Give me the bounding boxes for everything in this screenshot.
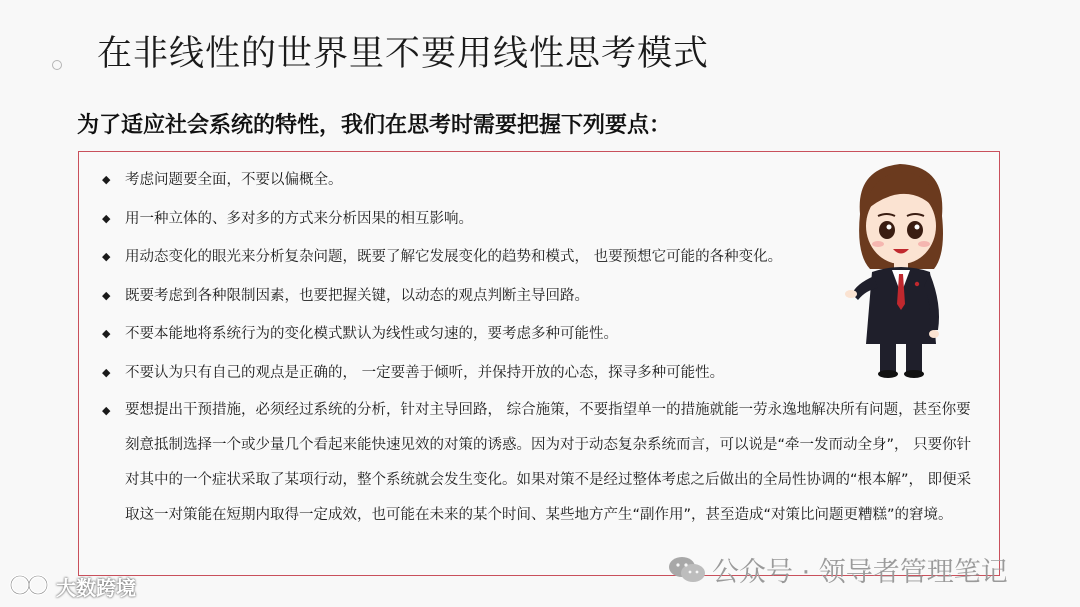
title-dot-decoration <box>52 60 62 70</box>
diamond-bullet-icon: ◆ <box>102 327 111 340</box>
brand-logo-icon <box>8 571 52 601</box>
brand-text: 大数跨境 <box>56 575 136 600</box>
key-point-text: 要想提出干预措施，必须经过系统的分析，针对主导回路， 综合施策，不要指望单一的措施就能一劳永逸地解决所有问题，甚至你要刻意抵制选择一个或少量几个看起来能快速见效的对策的诱惑。因为对于动态复杂系统而言，可以说是“牵一发而动全身”， 只要你针对其中的一个症状采取了某项行动，整个系统就会发生变化。如果对策不是经过整体考虑之后做出的全局性协调的“根本解”， 即便采取这一对策能在短期内取得一定成效，也可能在未来的某个时间、某些地方产生“副作用”，甚至造成“对策比问题更糟糕”的窘境。 <box>125 402 972 523</box>
wechat-watermark <box>668 550 1008 589</box>
diamond-bullet-icon: ◆ <box>102 173 111 186</box>
diamond-bullet-icon: ◆ <box>102 404 111 417</box>
key-point-text: 不要本能地将系统行为的变化模式默认为线性或匀速的，要考虑多种可能性。 <box>125 326 618 342</box>
key-point-text: 用一种立体的、多对多的方式来分析因果的相互影响。 <box>125 210 473 227</box>
key-point-7 <box>99 393 983 533</box>
brand-watermark <box>8 571 136 601</box>
diamond-bullet-icon: ◆ <box>102 288 111 302</box>
wechat-icon <box>668 555 706 585</box>
slide-subtitle: 为了适应社会系统的特性，我们在思考时需要把握下列要点： <box>77 113 672 138</box>
diamond-bullet-icon: ◆ <box>102 211 111 225</box>
watermark-text: 公众号 · 领导者管理笔记 <box>712 557 1008 588</box>
key-point-text: 用动态变化的眼光来分析复杂问题，既要了解它发展变化的趋势和模式， 也要预想它可能的各种变化。 <box>125 249 783 265</box>
key-point-text: 既要考虑到各种限制因素，也要把握关键，以动态的观点判断主导回路。 <box>125 287 589 304</box>
key-point-text: 考虑问题要全面，不要以偏概全。 <box>125 172 343 188</box>
diamond-bullet-icon: ◆ <box>102 365 111 379</box>
key-point-text: 不要认为只有自己的观点是正确的， 一定要善于倾听，并保持开放的心态，探寻多种可能性。 <box>125 364 725 381</box>
cartoon-businesswoman-illustration <box>842 154 960 379</box>
slide-title: 在非线性的世界里不要用线性思考模式 <box>97 34 710 74</box>
diamond-bullet-icon: ◆ <box>102 250 111 263</box>
